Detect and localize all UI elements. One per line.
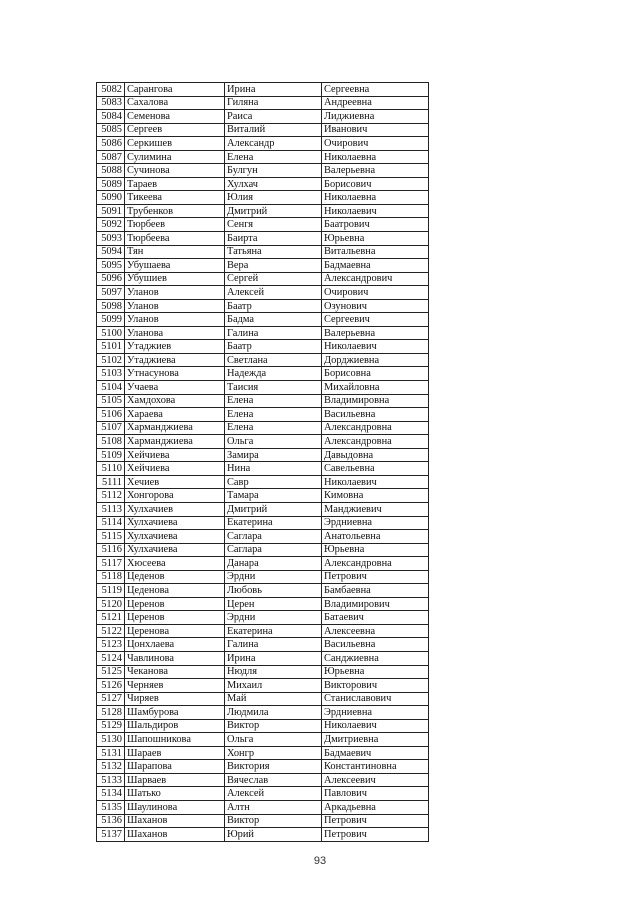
patronymic-cell: Дорджиевна [322, 353, 429, 367]
patronymic-cell: Михайловна [322, 381, 429, 395]
patronymic-cell: Лиджиевна [322, 110, 429, 124]
patronymic-cell: Батаевич [322, 611, 429, 625]
surname-cell: Шараев [125, 746, 225, 760]
table-row [97, 692, 429, 706]
first-name-cell: Ольга [225, 733, 322, 747]
first-name-cell: Татьяна [225, 245, 322, 259]
patronymic-cell: Иванович [322, 123, 429, 137]
row-number-cell: 5115 [97, 530, 125, 544]
patronymic-cell: Николаевна [322, 150, 429, 164]
patronymic-cell: Бамбаевна [322, 584, 429, 598]
first-name-cell: Надежда [225, 367, 322, 381]
patronymic-cell: Валерьевна [322, 326, 429, 340]
surname-cell: Хулхачиев [125, 502, 225, 516]
row-number-cell: 5106 [97, 408, 125, 422]
row-number-cell: 5121 [97, 611, 125, 625]
row-number-cell: 5107 [97, 421, 125, 435]
row-number-cell: 5137 [97, 828, 125, 842]
surname-cell: Хейчиева [125, 462, 225, 476]
table-row [97, 706, 429, 720]
table-row [97, 299, 429, 313]
surname-cell: Тараев [125, 177, 225, 191]
table-row [97, 164, 429, 178]
first-name-cell: Галина [225, 638, 322, 652]
first-name-cell: Тамара [225, 489, 322, 503]
table-row [97, 218, 429, 232]
table-row [97, 353, 429, 367]
surname-cell: Чавлинова [125, 651, 225, 665]
row-number-cell: 5122 [97, 624, 125, 638]
surname-cell: Утнасунова [125, 367, 225, 381]
table-row [97, 530, 429, 544]
name-list-body [97, 83, 429, 842]
row-number-cell: 5095 [97, 259, 125, 273]
patronymic-cell: Бадмаевич [322, 746, 429, 760]
row-number-cell: 5105 [97, 394, 125, 408]
table-row [97, 624, 429, 638]
row-number-cell: 5113 [97, 502, 125, 516]
patronymic-cell: Анатольевна [322, 530, 429, 544]
row-number-cell: 5116 [97, 543, 125, 557]
row-number-cell: 5132 [97, 760, 125, 774]
first-name-cell: Дмитрий [225, 502, 322, 516]
surname-cell: Церенова [125, 624, 225, 638]
patronymic-cell: Владимировна [322, 394, 429, 408]
table-row [97, 584, 429, 598]
surname-cell: Чеканова [125, 665, 225, 679]
table-row [97, 516, 429, 530]
table-row [97, 814, 429, 828]
row-number-cell: 5103 [97, 367, 125, 381]
first-name-cell: Саглара [225, 543, 322, 557]
row-number-cell: 5120 [97, 597, 125, 611]
table-row [97, 110, 429, 124]
patronymic-cell: Николаевич [322, 475, 429, 489]
patronymic-cell: Станиславович [322, 692, 429, 706]
table-row [97, 828, 429, 842]
first-name-cell: Замира [225, 448, 322, 462]
table-row [97, 611, 429, 625]
row-number-cell: 5084 [97, 110, 125, 124]
surname-cell: Уланов [125, 286, 225, 300]
patronymic-cell: Эрдниевна [322, 706, 429, 720]
row-number-cell: 5086 [97, 137, 125, 151]
row-number-cell: 5127 [97, 692, 125, 706]
row-number-cell: 5082 [97, 83, 125, 97]
surname-cell: Семенова [125, 110, 225, 124]
surname-cell: Убушиев [125, 272, 225, 286]
row-number-cell: 5087 [97, 150, 125, 164]
first-name-cell: Савр [225, 475, 322, 489]
table-row [97, 137, 429, 151]
row-number-cell: 5129 [97, 719, 125, 733]
table-row [97, 272, 429, 286]
first-name-cell: Виктория [225, 760, 322, 774]
surname-cell: Хулхачиева [125, 516, 225, 530]
row-number-cell: 5090 [97, 191, 125, 205]
row-number-cell: 5101 [97, 340, 125, 354]
table-row [97, 367, 429, 381]
patronymic-cell: Витальевна [322, 245, 429, 259]
table-row [97, 313, 429, 327]
surname-cell: Уланова [125, 326, 225, 340]
first-name-cell: Елена [225, 421, 322, 435]
row-number-cell: 5089 [97, 177, 125, 191]
first-name-cell: Виктор [225, 719, 322, 733]
row-number-cell: 5093 [97, 232, 125, 246]
surname-cell: Шатько [125, 787, 225, 801]
surname-cell: Сергеев [125, 123, 225, 137]
surname-cell: Сахалова [125, 96, 225, 110]
table-row [97, 719, 429, 733]
table-row [97, 543, 429, 557]
patronymic-cell: Александровна [322, 557, 429, 571]
row-number-cell: 5133 [97, 773, 125, 787]
first-name-cell: Эрдни [225, 611, 322, 625]
surname-cell: Сарангова [125, 83, 225, 97]
patronymic-cell: Александрович [322, 272, 429, 286]
surname-cell: Шарапова [125, 760, 225, 774]
first-name-cell: Эрдни [225, 570, 322, 584]
row-number-cell: 5131 [97, 746, 125, 760]
row-number-cell: 5092 [97, 218, 125, 232]
surname-cell: Уланов [125, 299, 225, 313]
row-number-cell: 5111 [97, 475, 125, 489]
row-number-cell: 5123 [97, 638, 125, 652]
table-row [97, 733, 429, 747]
first-name-cell: Нина [225, 462, 322, 476]
first-name-cell: Елена [225, 394, 322, 408]
first-name-cell: Данара [225, 557, 322, 571]
surname-cell: Цеденов [125, 570, 225, 584]
surname-cell: Шальдиров [125, 719, 225, 733]
patronymic-cell: Сергеевич [322, 313, 429, 327]
row-number-cell: 5124 [97, 651, 125, 665]
table-row [97, 489, 429, 503]
row-number-cell: 5097 [97, 286, 125, 300]
table-row [97, 421, 429, 435]
patronymic-cell: Сергеевна [322, 83, 429, 97]
first-name-cell: Сергей [225, 272, 322, 286]
row-number-cell: 5136 [97, 814, 125, 828]
first-name-cell: Виталий [225, 123, 322, 137]
surname-cell: Цеденова [125, 584, 225, 598]
table-row [97, 204, 429, 218]
patronymic-cell: Давыдовна [322, 448, 429, 462]
surname-cell: Хамдохова [125, 394, 225, 408]
first-name-cell: Ирина [225, 83, 322, 97]
first-name-cell: Май [225, 692, 322, 706]
first-name-cell: Любовь [225, 584, 322, 598]
table-row [97, 340, 429, 354]
patronymic-cell: Озунович [322, 299, 429, 313]
first-name-cell: Алексей [225, 286, 322, 300]
table-row [97, 665, 429, 679]
table-row [97, 96, 429, 110]
surname-cell: Шаулинова [125, 800, 225, 814]
table-row [97, 83, 429, 97]
first-name-cell: Раиса [225, 110, 322, 124]
row-number-cell: 5083 [97, 96, 125, 110]
surname-cell: Тюрбеева [125, 232, 225, 246]
surname-cell: Хонгорова [125, 489, 225, 503]
table-row [97, 502, 429, 516]
patronymic-cell: Борисовна [322, 367, 429, 381]
table-row [97, 557, 429, 571]
patronymic-cell: Петрович [322, 828, 429, 842]
first-name-cell: Таисия [225, 381, 322, 395]
patronymic-cell: Викторович [322, 679, 429, 693]
table-row [97, 394, 429, 408]
first-name-cell: Нюдля [225, 665, 322, 679]
surname-cell: Шамбурова [125, 706, 225, 720]
surname-cell: Черняев [125, 679, 225, 693]
first-name-cell: Людмила [225, 706, 322, 720]
patronymic-cell: Кимовна [322, 489, 429, 503]
first-name-cell: Галина [225, 326, 322, 340]
patronymic-cell: Юрьевна [322, 543, 429, 557]
first-name-cell: Саглара [225, 530, 322, 544]
first-name-cell: Гиляна [225, 96, 322, 110]
first-name-cell: Баатр [225, 340, 322, 354]
patronymic-cell: Эрдниевна [322, 516, 429, 530]
patronymic-cell: Николаевич [322, 719, 429, 733]
surname-cell: Шаханов [125, 814, 225, 828]
table-row [97, 259, 429, 273]
table-row [97, 448, 429, 462]
table-row [97, 232, 429, 246]
table-row [97, 679, 429, 693]
patronymic-cell: Алексеевич [322, 773, 429, 787]
first-name-cell: Ирина [225, 651, 322, 665]
row-number-cell: 5108 [97, 435, 125, 449]
first-name-cell: Баатр [225, 299, 322, 313]
surname-cell: Хараева [125, 408, 225, 422]
first-name-cell: Булгун [225, 164, 322, 178]
surname-cell: Сулимина [125, 150, 225, 164]
surname-cell: Хулхачиева [125, 530, 225, 544]
surname-cell: Уланов [125, 313, 225, 327]
first-name-cell: Юлия [225, 191, 322, 205]
surname-cell: Утаджиева [125, 353, 225, 367]
patronymic-cell: Аркадьевна [322, 800, 429, 814]
table-row [97, 651, 429, 665]
patronymic-cell: Очирович [322, 286, 429, 300]
row-number-cell: 5085 [97, 123, 125, 137]
table-row [97, 381, 429, 395]
first-name-cell: Алтн [225, 800, 322, 814]
surname-cell: Хулхачиева [125, 543, 225, 557]
row-number-cell: 5126 [97, 679, 125, 693]
patronymic-cell: Очирович [322, 137, 429, 151]
row-number-cell: 5099 [97, 313, 125, 327]
patronymic-cell: Андреевна [322, 96, 429, 110]
table-row [97, 787, 429, 801]
surname-cell: Утаджиев [125, 340, 225, 354]
table-row [97, 123, 429, 137]
first-name-cell: Виктор [225, 814, 322, 828]
surname-cell: Серкишев [125, 137, 225, 151]
first-name-cell: Екатерина [225, 624, 322, 638]
patronymic-cell: Николаевич [322, 204, 429, 218]
patronymic-cell: Александровна [322, 421, 429, 435]
first-name-cell: Екатерина [225, 516, 322, 530]
row-number-cell: 5114 [97, 516, 125, 530]
patronymic-cell: Петрович [322, 570, 429, 584]
table-row [97, 462, 429, 476]
first-name-cell: Алексей [225, 787, 322, 801]
table-row [97, 245, 429, 259]
surname-cell: Шарваев [125, 773, 225, 787]
row-number-cell: 5134 [97, 787, 125, 801]
table-row [97, 475, 429, 489]
patronymic-cell: Савельевна [322, 462, 429, 476]
row-number-cell: 5098 [97, 299, 125, 313]
table-row [97, 191, 429, 205]
patronymic-cell: Дмитриевна [322, 733, 429, 747]
table-row [97, 570, 429, 584]
row-number-cell: 5088 [97, 164, 125, 178]
surname-cell: Харманджиева [125, 421, 225, 435]
patronymic-cell: Николаевич [322, 340, 429, 354]
row-number-cell: 5100 [97, 326, 125, 340]
patronymic-cell: Юрьевна [322, 665, 429, 679]
surname-cell: Цонхлаева [125, 638, 225, 652]
row-number-cell: 5130 [97, 733, 125, 747]
surname-cell: Шапошникова [125, 733, 225, 747]
first-name-cell: Хонгр [225, 746, 322, 760]
row-number-cell: 5096 [97, 272, 125, 286]
surname-cell: Харманджиева [125, 435, 225, 449]
first-name-cell: Александр [225, 137, 322, 151]
row-number-cell: 5110 [97, 462, 125, 476]
table-row [97, 746, 429, 760]
surname-cell: Убушаева [125, 259, 225, 273]
row-number-cell: 5135 [97, 800, 125, 814]
first-name-cell: Вячеслав [225, 773, 322, 787]
first-name-cell: Елена [225, 408, 322, 422]
table-row [97, 800, 429, 814]
table-row [97, 177, 429, 191]
patronymic-cell: Николаевна [322, 191, 429, 205]
surname-cell: Чиряев [125, 692, 225, 706]
row-number-cell: 5118 [97, 570, 125, 584]
row-number-cell: 5112 [97, 489, 125, 503]
surname-cell: Церенов [125, 611, 225, 625]
first-name-cell: Юрий [225, 828, 322, 842]
surname-cell: Тикеева [125, 191, 225, 205]
row-number-cell: 5125 [97, 665, 125, 679]
first-name-cell: Светлана [225, 353, 322, 367]
table-row [97, 408, 429, 422]
table-row [97, 773, 429, 787]
first-name-cell: Вера [225, 259, 322, 273]
table-row [97, 286, 429, 300]
patronymic-cell: Павлович [322, 787, 429, 801]
row-number-cell: 5119 [97, 584, 125, 598]
surname-cell: Трубенков [125, 204, 225, 218]
first-name-cell: Церен [225, 597, 322, 611]
first-name-cell: Елена [225, 150, 322, 164]
patronymic-cell: Константиновна [322, 760, 429, 774]
first-name-cell: Ольга [225, 435, 322, 449]
patronymic-cell: Манджиевич [322, 502, 429, 516]
name-list-table [96, 82, 429, 842]
patronymic-cell: Баатрович [322, 218, 429, 232]
first-name-cell: Бадма [225, 313, 322, 327]
surname-cell: Хюсеева [125, 557, 225, 571]
patronymic-cell: Петрович [322, 814, 429, 828]
table-row [97, 150, 429, 164]
surname-cell: Тюрбеев [125, 218, 225, 232]
row-number-cell: 5102 [97, 353, 125, 367]
patronymic-cell: Юрьевна [322, 232, 429, 246]
table-row [97, 326, 429, 340]
first-name-cell: Хулхач [225, 177, 322, 191]
row-number-cell: 5104 [97, 381, 125, 395]
first-name-cell: Михаил [225, 679, 322, 693]
patronymic-cell: Васильевна [322, 408, 429, 422]
surname-cell: Сучинова [125, 164, 225, 178]
surname-cell: Шаханов [125, 828, 225, 842]
patronymic-cell: Валерьевна [322, 164, 429, 178]
patronymic-cell: Санджиевна [322, 651, 429, 665]
first-name-cell: Баирта [225, 232, 322, 246]
table-row [97, 435, 429, 449]
patronymic-cell: Бадмаевна [322, 259, 429, 273]
table-row [97, 638, 429, 652]
surname-cell: Церенов [125, 597, 225, 611]
surname-cell: Тян [125, 245, 225, 259]
patronymic-cell: Владимирович [322, 597, 429, 611]
first-name-cell: Сенгя [225, 218, 322, 232]
surname-cell: Хечиев [125, 475, 225, 489]
table-row [97, 760, 429, 774]
row-number-cell: 5109 [97, 448, 125, 462]
patronymic-cell: Борисович [322, 177, 429, 191]
surname-cell: Учаева [125, 381, 225, 395]
patronymic-cell: Васильевна [322, 638, 429, 652]
table-row [97, 597, 429, 611]
row-number-cell: 5091 [97, 204, 125, 218]
surname-cell: Хейчиева [125, 448, 225, 462]
row-number-cell: 5117 [97, 557, 125, 571]
row-number-cell: 5094 [97, 245, 125, 259]
row-number-cell: 5128 [97, 706, 125, 720]
page-number: 93 [313, 855, 327, 867]
patronymic-cell: Алексеевна [322, 624, 429, 638]
patronymic-cell: Александровна [322, 435, 429, 449]
first-name-cell: Дмитрий [225, 204, 322, 218]
